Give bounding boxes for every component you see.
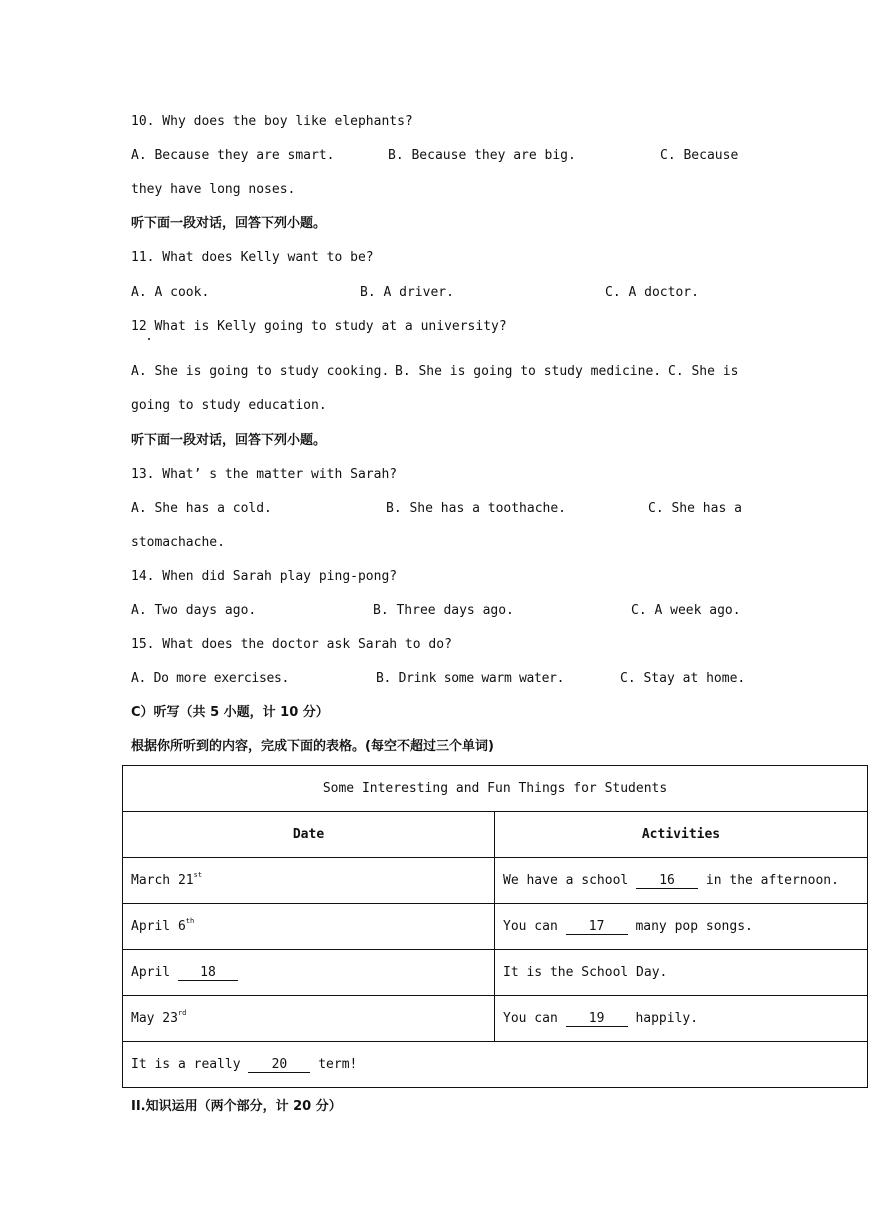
table-row <box>123 996 868 1042</box>
activity-cell: It is the School Day. <box>495 950 868 996</box>
stray-dot <box>148 338 150 340</box>
date-cell: March 21st <box>123 858 495 904</box>
q15-option-a: A. Do more exercises. <box>131 671 290 686</box>
date-cell: May 23rd <box>123 996 495 1042</box>
table-row <box>123 950 868 996</box>
q12-option-b: B. She is going to study medicine. <box>395 364 662 379</box>
q15-option-c: C. Stay at home. <box>620 671 746 686</box>
date-cell: April 18 <box>123 950 495 996</box>
section-c-title: C）听写（共 5 小题，计 10 分） <box>131 705 329 720</box>
activity-cell: You can 17 many pop songs. <box>495 904 868 950</box>
table-title-row <box>123 766 868 812</box>
table-row <box>123 858 868 904</box>
q14-option-c: C. A week ago. <box>631 603 741 618</box>
answer-blank-17[interactable]: 17 <box>566 919 628 935</box>
q10-option-c: C. Because <box>660 148 739 163</box>
q14-option-a: A. Two days ago. <box>131 603 257 618</box>
q12-option-c-continued: going to study education. <box>131 398 327 413</box>
q13-option-c: C. She has a <box>648 501 742 516</box>
q10-option-a: A. Because they are smart. <box>131 148 335 163</box>
question-12: 12 What is Kelly going to study at a university? <box>131 319 507 334</box>
activity-cell: We have a school 16 in the afternoon. <box>495 858 868 904</box>
q10-option-c-continued: they have long noses. <box>131 182 296 197</box>
q10-option-b: B. Because they are big. <box>388 148 576 163</box>
q15-option-b: B. Drink some warm water. <box>376 671 565 686</box>
answer-blank-18[interactable]: 18 <box>178 965 238 981</box>
question-10: 10. Why does the boy like elephants? <box>131 114 413 129</box>
section-ii-title: II.知识运用（两个部分，计 20 分） <box>131 1099 342 1114</box>
question-14: 14. When did Sarah play ping-pong? <box>131 569 398 584</box>
section-heading-dialog: 听下面一段对话，回答下列小题。 <box>131 433 327 448</box>
q12-option-a: A. She is going to study cooking. <box>131 364 390 379</box>
q11-option-a: A. A cook. <box>131 285 210 300</box>
answer-blank-16[interactable]: 16 <box>636 873 698 889</box>
activity-cell: You can 19 happily. <box>495 996 868 1042</box>
table-footer: It is a really 20 term! <box>123 1042 868 1088</box>
date-cell: April 6th <box>123 904 495 950</box>
q11-option-c: C. A doctor. <box>605 285 699 300</box>
q11-option-b: B. A driver. <box>360 285 454 300</box>
q12-option-c: C. She is <box>668 364 739 379</box>
dictation-table <box>122 765 868 1088</box>
q14-option-b: B. Three days ago. <box>373 603 514 618</box>
table-row <box>123 904 868 950</box>
question-11: 11. What does Kelly want to be? <box>131 250 374 265</box>
question-15: 15. What does the doctor ask Sarah to do? <box>131 637 452 652</box>
table-footer-row <box>123 1042 868 1088</box>
q13-option-c-continued: stomachache. <box>131 535 225 550</box>
answer-blank-19[interactable]: 19 <box>566 1011 628 1027</box>
column-header-date: Date <box>123 812 495 858</box>
q13-option-a: A. She has a cold. <box>131 501 272 516</box>
q13-option-b: B. She has a toothache. <box>386 501 567 516</box>
question-13: 13. What’ s the matter with Sarah? <box>131 467 398 482</box>
table-header-row <box>123 812 868 858</box>
section-c-instruction: 根据你所听到的内容，完成下面的表格。(每空不超过三个单词) <box>131 739 494 754</box>
section-heading-dialog: 听下面一段对话，回答下列小题。 <box>131 216 327 231</box>
column-header-activities: Activities <box>495 812 868 858</box>
answer-blank-20[interactable]: 20 <box>248 1057 310 1073</box>
table-title: Some Interesting and Fun Things for Students <box>123 766 868 812</box>
